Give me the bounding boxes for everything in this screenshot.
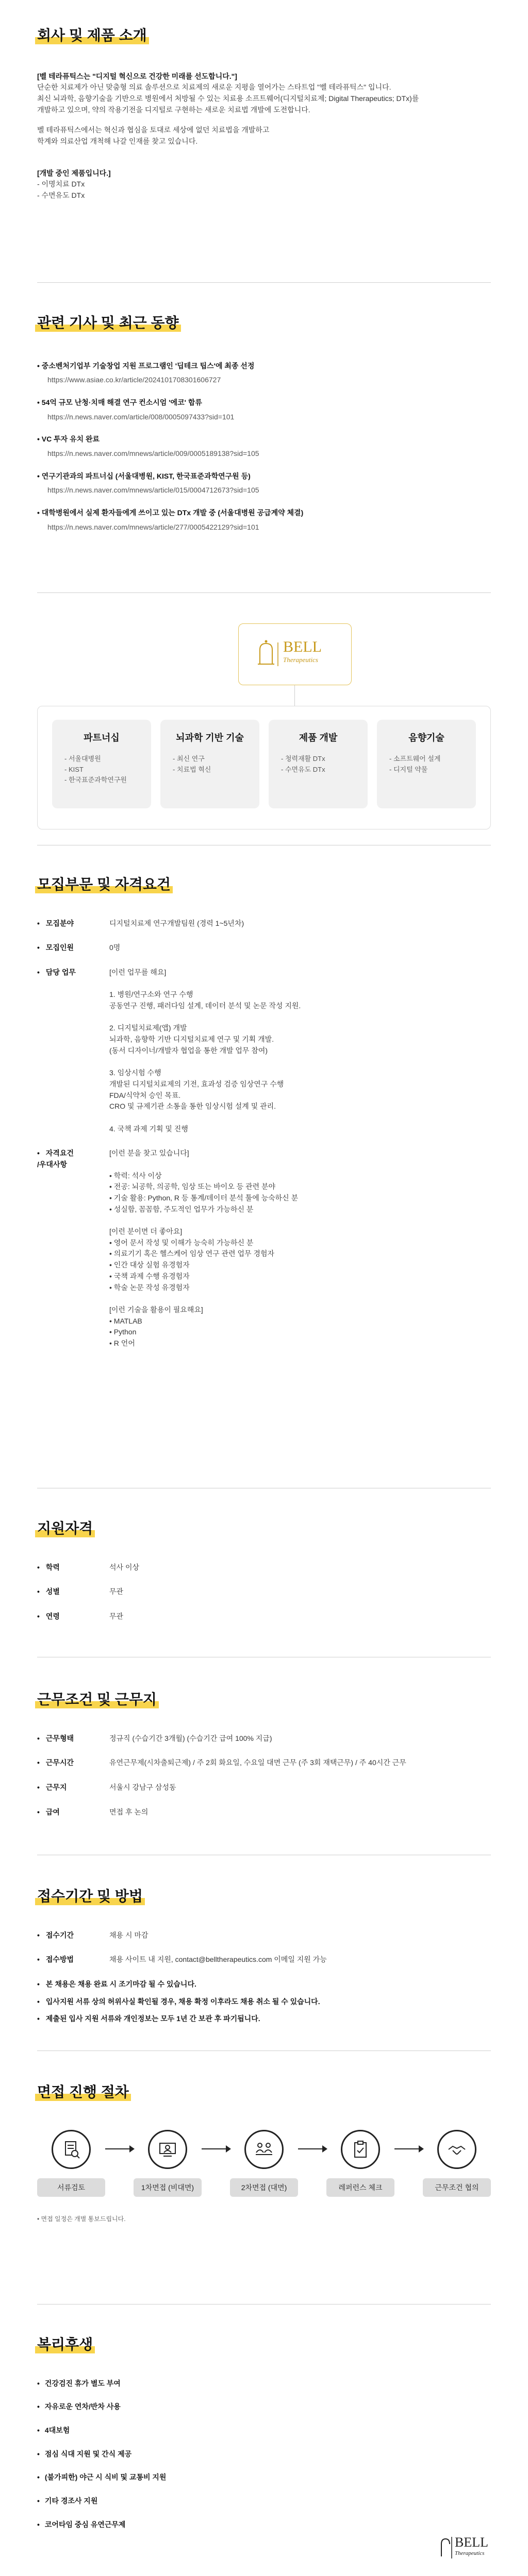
feature-card bbox=[269, 720, 368, 808]
news-link[interactable]: https://n.news.naver.com/mnews/article/009/0005189138?sid=105 bbox=[47, 449, 259, 458]
info-row bbox=[37, 942, 491, 954]
news-section bbox=[37, 314, 491, 544]
card-item: - 서울대병원 bbox=[64, 754, 151, 765]
divider bbox=[37, 592, 491, 593]
arrow-right-icon bbox=[105, 2148, 134, 2149]
row-value: 무관 bbox=[109, 1587, 124, 1596]
process-step bbox=[326, 2130, 394, 2197]
section-heading: 면접 진행 절차 bbox=[37, 2084, 129, 2100]
welfare-item: • 건강검진 휴가 별도 부여 bbox=[37, 2378, 491, 2389]
section-heading: 복리후생 bbox=[37, 2336, 93, 2352]
card-title: 뇌과학 기반 기술 bbox=[176, 733, 244, 743]
row-key: • 자격요건 /우대사항 bbox=[37, 1148, 109, 1349]
step-label: 레퍼런스 체크 bbox=[326, 2178, 394, 2197]
info-row bbox=[37, 1807, 491, 1818]
products-title: [개발 중인 제품입니다.] bbox=[37, 168, 111, 177]
intro-paragraph: 벨 테라퓨틱스에서는 혁신과 협심을 토대로 세상에 없던 치료법을 개발하고 bbox=[37, 126, 270, 134]
card-item: - 디지털 약물 bbox=[389, 765, 476, 775]
row-value: 채용 시 마감 bbox=[109, 1930, 148, 1939]
step-label: 서류검토 bbox=[37, 2178, 105, 2197]
row-value: 0명 bbox=[109, 943, 121, 952]
meeting-icon bbox=[244, 2130, 284, 2169]
arrow-right-icon bbox=[298, 2148, 326, 2149]
info-row bbox=[37, 1757, 491, 1769]
divider bbox=[37, 282, 491, 283]
process-section bbox=[37, 2083, 491, 2224]
row-key: • 학력 bbox=[37, 1562, 109, 1573]
section-heading: 모집부문 및 자격요건 bbox=[37, 876, 171, 892]
news-item bbox=[37, 397, 491, 422]
row-key: • 접수기간 bbox=[37, 1930, 109, 1941]
row-value: 정규직 (수습기간 3개월) (수습기간 급여 100% 지급) bbox=[109, 1734, 272, 1742]
welfare-item: • (불가피한) 야근 시 식비 및 교통비 지원 bbox=[37, 2472, 491, 2483]
section-heading: 지원자격 bbox=[37, 1520, 93, 1536]
apply-section bbox=[37, 1888, 491, 2031]
card-item: - 최신 연구 bbox=[173, 754, 259, 765]
welfare-item: • 기타 경조사 지원 bbox=[37, 2496, 491, 2507]
row-key: • 모집인원 bbox=[37, 942, 109, 954]
row-key: • 접수방법 bbox=[37, 1954, 109, 1965]
section-heading: 접수기간 및 방법 bbox=[37, 1888, 143, 1904]
feature-card bbox=[52, 720, 151, 808]
card-item: - 수면유도 DTx bbox=[281, 765, 368, 775]
row-value: 서울시 강남구 삼성동 bbox=[109, 1783, 176, 1791]
info-row bbox=[37, 918, 491, 929]
info-row bbox=[37, 1562, 491, 1573]
section-heading: 근무조건 및 근무지 bbox=[37, 1691, 157, 1707]
news-title: • 54억 규모 난청·치매 해결 연구 컨소시엄 '에코' 합류 bbox=[37, 398, 202, 406]
feature-card bbox=[377, 720, 476, 808]
news-link[interactable]: https://n.news.naver.com/article/008/0005097433?sid=101 bbox=[47, 412, 235, 421]
process-step bbox=[423, 2130, 491, 2197]
news-title: • 연구기관과의 파트너십 (서울대병원, KIST, 한국표준과학연구원 등) bbox=[37, 471, 251, 480]
logo-name: BELL bbox=[283, 638, 322, 655]
handshake-icon bbox=[437, 2130, 476, 2169]
section-heading: 관련 기사 및 최근 동향 bbox=[37, 315, 179, 331]
news-title: • 중소벤처기업부 기술창업 지원 프로그램인 '딥테크 팁스'에 최종 선정 bbox=[37, 361, 255, 370]
recruit-section bbox=[37, 876, 491, 1363]
news-link[interactable]: https://n.news.naver.com/mnews/article/277/0005422129?sid=101 bbox=[47, 522, 259, 531]
process-note: • 면접 일정은 개별 통보드립니다. bbox=[37, 2215, 126, 2223]
intro-paragraph: 개발하고 있으며, 약의 작용기전을 디지털로 구현하는 새로운 치료법 개발에 도전합니다. bbox=[37, 105, 310, 114]
video-interview-icon bbox=[148, 2130, 187, 2169]
logo-sub: Therapeutics bbox=[455, 2550, 485, 2556]
document-review-icon bbox=[52, 2130, 91, 2169]
news-item bbox=[37, 471, 491, 496]
company-logo bbox=[238, 623, 352, 685]
process-step bbox=[37, 2130, 105, 2197]
feature-panel bbox=[37, 706, 491, 829]
row-key: • 성별 bbox=[37, 1586, 109, 1598]
row-value: 디지털치료제 연구개발팀원 (경력 1~5년차) bbox=[109, 919, 244, 927]
info-row bbox=[37, 1782, 491, 1793]
conditions-section bbox=[37, 1691, 491, 1831]
arrow-right-icon bbox=[394, 2148, 423, 2149]
info-row bbox=[37, 1148, 491, 1349]
card-item: - 청력재활 DTx bbox=[281, 754, 368, 765]
arrow-right-icon bbox=[202, 2148, 230, 2149]
bell-logo-icon bbox=[437, 2534, 453, 2560]
welfare-section bbox=[37, 2336, 491, 2543]
welfare-item: • 점심 식대 지원 및 간식 제공 bbox=[37, 2449, 491, 2460]
row-key: • 연령 bbox=[37, 1611, 109, 1622]
intro-section bbox=[37, 27, 491, 201]
footer-logo bbox=[437, 2534, 494, 2563]
card-title: 제품 개발 bbox=[299, 733, 338, 743]
info-row bbox=[37, 967, 491, 1134]
logo-sub: Therapeutics bbox=[283, 656, 318, 664]
card-title: 음향기술 bbox=[408, 733, 444, 743]
card-item: - KIST bbox=[64, 765, 151, 775]
notice-item: • 입사지원 서류 상의 허위사실 확인될 경우, 채용 확정 이후라도 채용 취소 될 수 있습니다. bbox=[37, 1996, 491, 2008]
welfare-item: • 자유로운 연차/반차 사용 bbox=[37, 2401, 491, 2413]
card-item: - 한국표준과학연구원 bbox=[64, 775, 151, 786]
news-link[interactable]: https://www.asiae.co.kr/article/2024101708301606727 bbox=[47, 376, 221, 384]
welfare-item: • 4대보험 bbox=[37, 2425, 491, 2436]
feature-card bbox=[160, 720, 259, 808]
card-item: - 소프트웨어 설계 bbox=[389, 754, 476, 765]
notice-item: • 제출된 입사 지원 서류와 개인정보는 모두 1년 간 보관 후 파기됩니다. bbox=[37, 2013, 491, 2025]
row-value[interactable]: 채용 사이트 내 지원, contact@belltherapeutics.com 이메일 지원 가능 bbox=[109, 1955, 327, 1964]
row-value: 무관 bbox=[109, 1612, 124, 1620]
info-row bbox=[37, 1954, 491, 1965]
row-value: [이런 분을 찾고 있습니다] • 학력: 석사 이상 • 전공: 뇌공학, 의공학, 임상 또는 바이오 등 관련 분야 • 기술 활용: Python, R 등 통계/데이터 분석 툴에 능숙하신 분 • 성실함, 꼼꼼함, 주도적인 업무가 가능하신 분 [이런 분이면 더 좋아요] • 영어 문서 작성 및 이해가 능숙히 가능하신 분 • 의료기기 혹은 헬스케어 임상 연구 관련 업무 경험자 • 인간 대상 실험 유경험자 • 국책 과제 수행 유경험자 • 학술 논문 작성 유경험자 [이런 기술을 활용이 필요해요] • MATLAB • Python • R 언어 bbox=[109, 1149, 299, 1347]
reference-check-icon bbox=[341, 2130, 380, 2169]
notice-item: • 본 채용은 채용 완료 시 조기마감 될 수 있습니다. bbox=[37, 1979, 491, 1990]
product-item: - 수면유도 DTx bbox=[37, 191, 85, 200]
news-link[interactable]: https://n.news.naver.com/mnews/article/015/0004712673?sid=105 bbox=[47, 486, 259, 495]
row-key: • 급여 bbox=[37, 1807, 109, 1818]
news-title: • VC 투자 유치 완료 bbox=[37, 435, 100, 444]
info-row bbox=[37, 1586, 491, 1598]
divider bbox=[37, 2050, 491, 2051]
row-key: • 근무시간 bbox=[37, 1757, 109, 1769]
step-label: 근무조건 협의 bbox=[423, 2178, 491, 2197]
process-step bbox=[134, 2130, 202, 2197]
process-step bbox=[230, 2130, 298, 2197]
section-heading: 회사 및 제품 소개 bbox=[37, 27, 147, 43]
card-title: 파트너십 bbox=[84, 733, 120, 743]
news-item bbox=[37, 507, 491, 533]
row-value: 면접 후 논의 bbox=[109, 1807, 148, 1816]
row-value: [이런 업무를 해요] 1. 병원/연구소와 연구 수행 공동연구 진행, 패러다임 설계, 데이터 분석 및 논문 작성 지원. 2. 디지털치료제(앱) 개발 뇌과학, 음향학 기반 디지털치료제 연구 및 기획 개발. (동서 디자이너/개발자 협업을 통한 개발 업무 참여) 3. 임상시험 수행 개발된 디지털치료제의 기전, 효과성 검증 임상연구 수행 FDA/식약처 승인 목표. CRO 및 규제기관 소통을 통한 임상시험 설계 및 관리. 4. 국책 과제 기획 및 진행 bbox=[109, 968, 301, 1133]
row-key: • 담당 업무 bbox=[37, 967, 109, 1134]
row-key: • 근무형태 bbox=[37, 1733, 109, 1744]
row-key: • 모집분야 bbox=[37, 918, 109, 929]
row-key: • 근무지 bbox=[37, 1782, 109, 1793]
product-item: - 이명치료 DTx bbox=[37, 180, 85, 189]
intro-lead: [벨 테라퓨틱스는 "디지털 혁신으로 건강한 미래를 선도합니다."] bbox=[37, 72, 237, 80]
intro-paragraph: 최신 뇌과학, 음향기술을 기반으로 병원에서 처방될 수 있는 치료용 소프트웨어(디지털치료제; Digital Therapeutics; DTx)를 bbox=[37, 94, 419, 103]
info-row bbox=[37, 1611, 491, 1622]
intro-paragraph: 학계와 의료산업 개척해 나갈 인재를 찾고 있습니다. bbox=[37, 137, 198, 146]
intro-paragraph: 단순한 치료제가 아닌 맞춤형 의료 솔루션으로 치료제의 새로운 지평을 열어가는 스타트업 "벨 테라퓨틱스" 입니다. bbox=[37, 83, 391, 92]
news-item bbox=[37, 361, 491, 386]
info-row bbox=[37, 1733, 491, 1744]
qualification-section bbox=[37, 1520, 491, 1636]
step-label: 1차면접 (비대면) bbox=[134, 2178, 202, 2197]
connector-line bbox=[294, 685, 295, 706]
card-item: - 치료법 혁신 bbox=[173, 765, 259, 775]
step-label: 2차면접 (대면) bbox=[230, 2178, 298, 2197]
welfare-item: • 코어타임 중심 유연근무제 bbox=[37, 2519, 491, 2531]
row-value: 석사 이상 bbox=[109, 1563, 139, 1571]
info-row bbox=[37, 1930, 491, 1941]
logo-name: BELL bbox=[455, 2535, 488, 2550]
news-item bbox=[37, 434, 491, 459]
row-value: 유연근무제(시차출퇴근제) / 주 2회 화요일, 수요일 대면 근무 (주 3회 재택근무) / 주 40시간 근무 bbox=[109, 1758, 406, 1767]
news-title: • 대학병원에서 실제 환자들에게 쓰이고 있는 DTx 개발 중 (서울대병원 공급계약 체결) bbox=[37, 509, 304, 517]
